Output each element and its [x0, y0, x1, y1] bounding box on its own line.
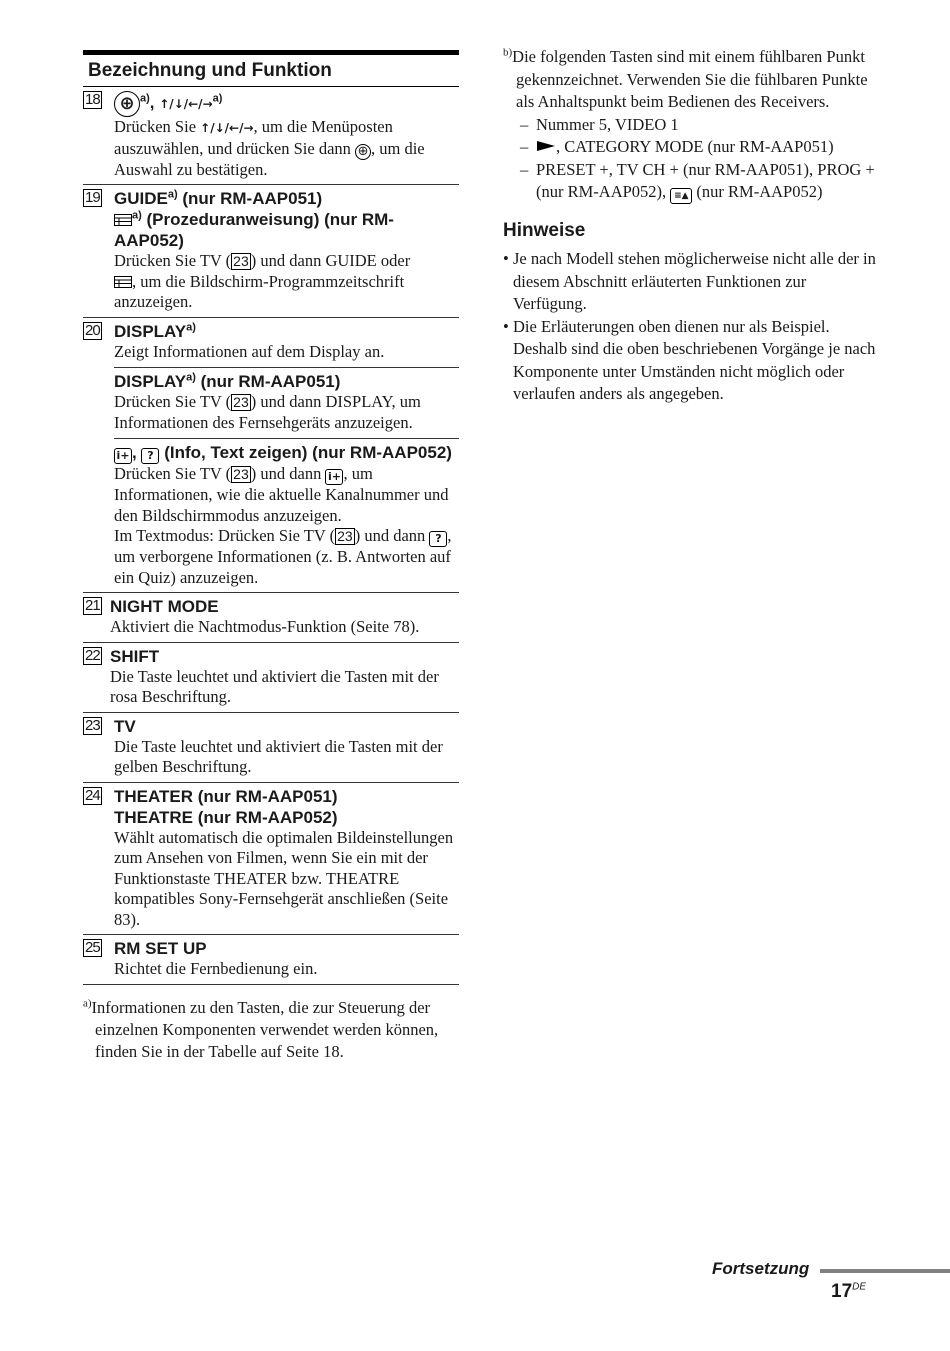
play-icon	[536, 140, 556, 152]
text-triangle-icon: ≡▲	[670, 188, 692, 204]
entry-number: 22	[85, 646, 100, 664]
continued-label: Fortsetzung	[712, 1259, 810, 1278]
entry-25	[83, 935, 459, 985]
entry-title: THEATRE (nur RM-AAP052)	[114, 807, 338, 827]
entry-title: RM SET UP	[114, 939, 207, 958]
arrow-keys-icon: ↑/↓/←/→	[159, 97, 213, 111]
sub-entry-info-text: i+ , ? (Info, Text zeigen) (nur RM-AAP052) Drücken Sie TV ( 23 ) und dann i+ , um Informationen, wie die aktuelle Kanalnummer und den Bildschirmmodus anzuzeigen. Im Textmodus: Drücken Sie TV ( 23 ) und dann ? , um verborgene Informationen (z. B. Antworten auf ein Quiz) anzuzeigen.	[114, 438, 459, 588]
entry-body: Richtet die Fernbedienung ein.	[114, 959, 318, 978]
entry-number: 24	[85, 786, 100, 804]
entry-title: GUIDE$^{a)}$ (nur RM-AAP051) $^{a)}$ (Prozeduranweisung) (nur RM-AAP052)	[114, 188, 394, 250]
arrow-keys-icon: ↑/↓/←/→	[200, 121, 254, 135]
entry-number: 19	[85, 189, 100, 206]
guide-grid-icon	[114, 276, 132, 288]
reference-number: 23	[233, 253, 249, 269]
sub-entry-display-aap051: DISPLAY$^{a)}$ (nur RM-AAP051) Drücken Sie TV ( 23 ) und dann DISPLAY, um Informationen des Fernsehgeräts anzuzeigen.	[114, 367, 459, 433]
list-item: – Nummer 5, VIDEO 1	[520, 114, 883, 137]
enter-icon: ⊕	[355, 144, 371, 160]
info-icon: i+	[114, 448, 132, 464]
left-column	[83, 50, 459, 1063]
footnote-b: $^{b)}$Die folgenden Tasten sind mit einem fühlbaren Punkt gekennzeichnet. Verwenden Sie die fühlbaren Punkte als Anhaltspunkt beim Bedienen des Receivers.	[503, 46, 868, 111]
reference-number: 23	[233, 394, 249, 410]
entry-19	[83, 185, 459, 318]
list-item: • Je nach Modell stehen möglicherweise nicht alle der in diesem Abschnitt erläuterten Funktionen zur Verfügung.	[503, 248, 883, 316]
list-item: • Die Erläuterungen oben dienen nur als Beispiel. Deshalb sind die oben beschriebenen Vorgänge je nach Komponente unter Umständen nicht möglich oder verlaufen anders als angegeben.	[503, 316, 883, 406]
entry-body: Die Taste leuchtet und aktiviert die Tasten mit der gelben Beschriftung.	[114, 736, 443, 776]
question-icon: ?	[141, 448, 159, 464]
section-title: Bezeichnung und Funktion	[83, 50, 459, 87]
entry-21	[83, 593, 459, 643]
entry-title: DISPLAY$^{a)}$	[114, 320, 196, 341]
entry-number: 20	[85, 321, 100, 339]
footnote-a: $^{a)}$Informationen zu den Tasten, die zur Steuerung der einzelnen Komponenten verwendet werden können, finden Sie in der Tabelle auf Seite 18.	[83, 997, 439, 1061]
language-tag: DE	[852, 1281, 867, 1293]
question-icon: ?	[429, 531, 447, 547]
entry-number: 23	[85, 716, 100, 734]
entry-24	[83, 783, 459, 936]
info-icon: i+	[325, 469, 343, 485]
hinweise-list	[503, 248, 883, 406]
entry-title: TV	[114, 716, 136, 736]
entry-title: NIGHT MODE	[110, 597, 219, 616]
page-number: 17DE	[831, 1281, 867, 1302]
entry-body: Aktiviert die Nachtmodus-Funktion (Seite 78).	[110, 617, 420, 636]
hinweise-title: Hinweise	[503, 220, 586, 241]
entry-body: Die Taste leuchtet und aktiviert die Tasten mit der rosa Beschriftung.	[110, 666, 439, 706]
entry-title: THEATER (nur RM-AAP051)	[114, 786, 338, 806]
list-item: – , CATEGORY MODE (nur RM-AAP051)	[520, 136, 883, 159]
entry-20	[83, 318, 459, 594]
entry-body: Drücken Sie ↑/↓/←/→, um die Menüposten auszuwählen, und drücken Sie dann ⊕ , um die Auswahl zu bestätigen.	[114, 117, 425, 179]
list-item: – PRESET +, TV CH + (nur RM-AAP051), PROG + (nur RM-AAP052), ≡▲ (nur RM-AAP052)	[520, 159, 883, 205]
entry-18: 18 ⊕ $^{a)}$, ↑/↓/←/→$^{a)}$ Drücken Sie ↑/↓/←/→, um die Menüposten auszuwählen, und drücken Sie dann ⊕ , um die Auswahl zu bestätigen.	[83, 87, 459, 185]
enter-icon: ⊕	[114, 91, 140, 117]
entry-22	[83, 643, 459, 713]
continued-bar	[820, 1269, 950, 1273]
entry-number: 21	[85, 597, 100, 614]
entry-title: SHIFT	[110, 646, 160, 666]
entry-number: 18	[85, 91, 100, 108]
reference-number: 23	[233, 466, 249, 482]
entry-number: 25	[85, 939, 100, 956]
guide-grid-icon	[114, 214, 132, 226]
tactile-keys-list	[503, 114, 883, 205]
entry-body: Zeigt Informationen auf dem Display an.	[114, 341, 385, 361]
reference-number: 23	[337, 528, 353, 544]
entry-body: Wählt automatisch die optimalen Bildeinstellungen zum Ansehen von Filmen, wenn Sie ein mit der Funktionstaste THEATER bzw. THEATRE kompatibles Sony-Fernsehgerät anschließen (Seite 83).	[114, 827, 454, 929]
right-column	[503, 46, 883, 406]
entry-23	[83, 713, 459, 783]
entry-body: Drücken Sie TV ( 23 ) und dann GUIDE oder , um die Bildschirm-Programmzeitschrift anzuzeigen.	[114, 251, 411, 311]
